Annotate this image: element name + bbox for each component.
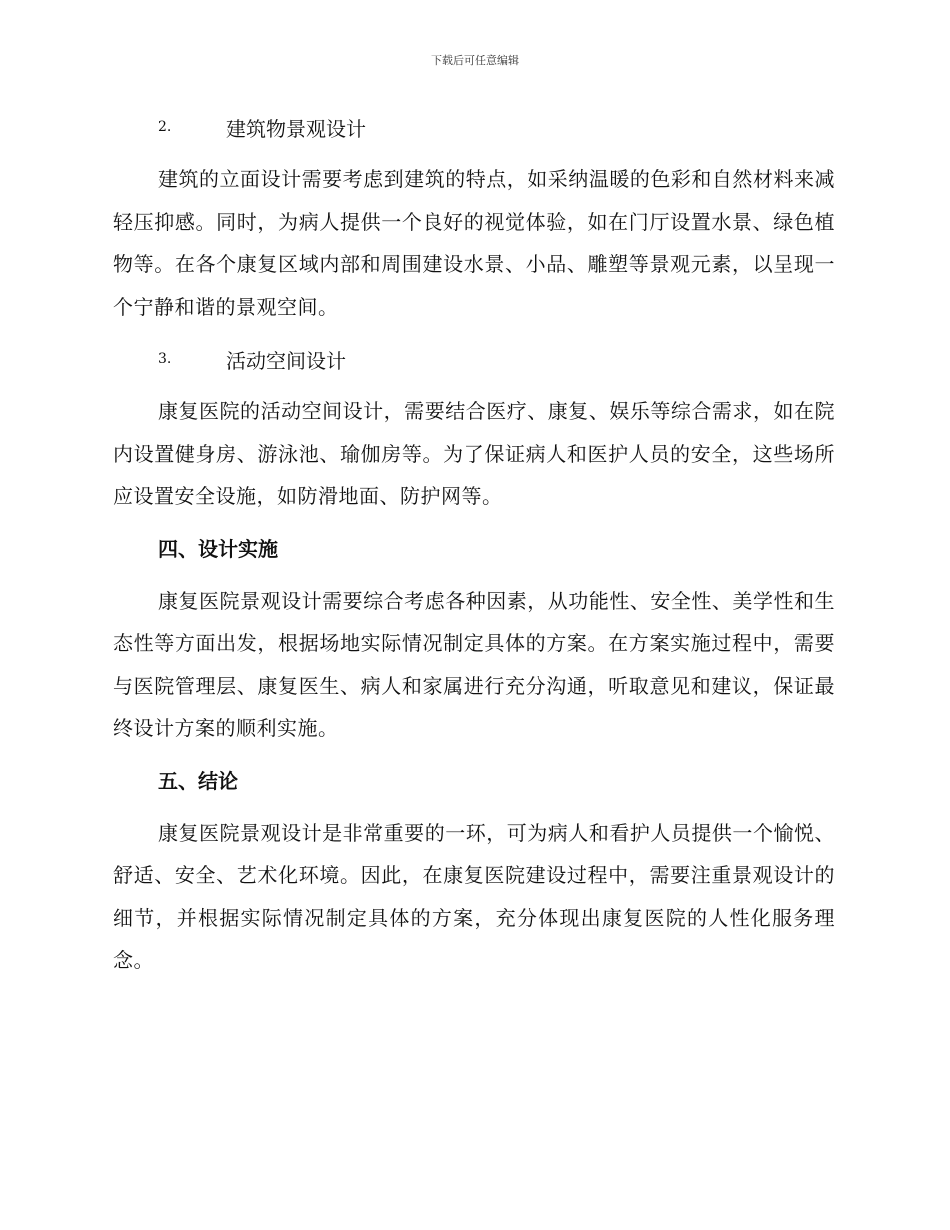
subheading-number: 2. [158, 119, 172, 135]
paragraph-conclusion: 康复医院景观设计是非常重要的一环，可为病人和看护人员提供一个愉悦、舒适、安全、艺术化环境。因此，在康复医院建设过程中，需要注重景观设计的细节，并根据实际情况制定具体的方案，充分体现出康复医院的人性化服务理念。 [113, 820, 835, 972]
paragraph-implementation: 康复医院景观设计需要综合考虑各种因素，从功能性、安全性、美学性和生态性等方面出发，根据场地实际情况制定具体的方案。在方案实施过程中，需要与医院管理层、康复医生、病人和家属进行充分沟通，听取意见和建议，保证最终设计方案的顺利实施。 [113, 588, 835, 740]
section-heading-implementation: 四、设计实施 [158, 536, 278, 561]
paragraph-activity-space: 康复医院的活动空间设计，需要结合医疗、康复、娱乐等综合需求，如在院内设置健身房、游泳池、瑜伽房等。为了保证病人和医护人员的安全，这些场所应设置安全设施，如防滑地面、防护网等。 [113, 399, 835, 508]
subheading-number: 3. [158, 351, 172, 367]
paragraph-building-landscape: 建筑的立面设计需要考虑到建筑的特点，如采纳温暖的色彩和自然材料来减轻压抑感。同时，为病人提供一个良好的视觉体验，如在门厅设置水景、绿色植物等。在各个康复区域内部和周围建设水景、小品、雕塑等景观元素，以呈现一个宁静和谐的景观空间。 [113, 167, 835, 319]
document-body [113, 106, 835, 982]
subheading-title: 建筑物景观设计 [226, 116, 366, 141]
subheading-title: 活动空间设计 [226, 348, 346, 373]
subheading-activity-space [113, 338, 835, 380]
subheading-building-landscape [113, 106, 835, 148]
page-header-note: 下载后可任意编辑 [431, 54, 519, 67]
section-heading-conclusion: 五、结论 [158, 768, 238, 793]
